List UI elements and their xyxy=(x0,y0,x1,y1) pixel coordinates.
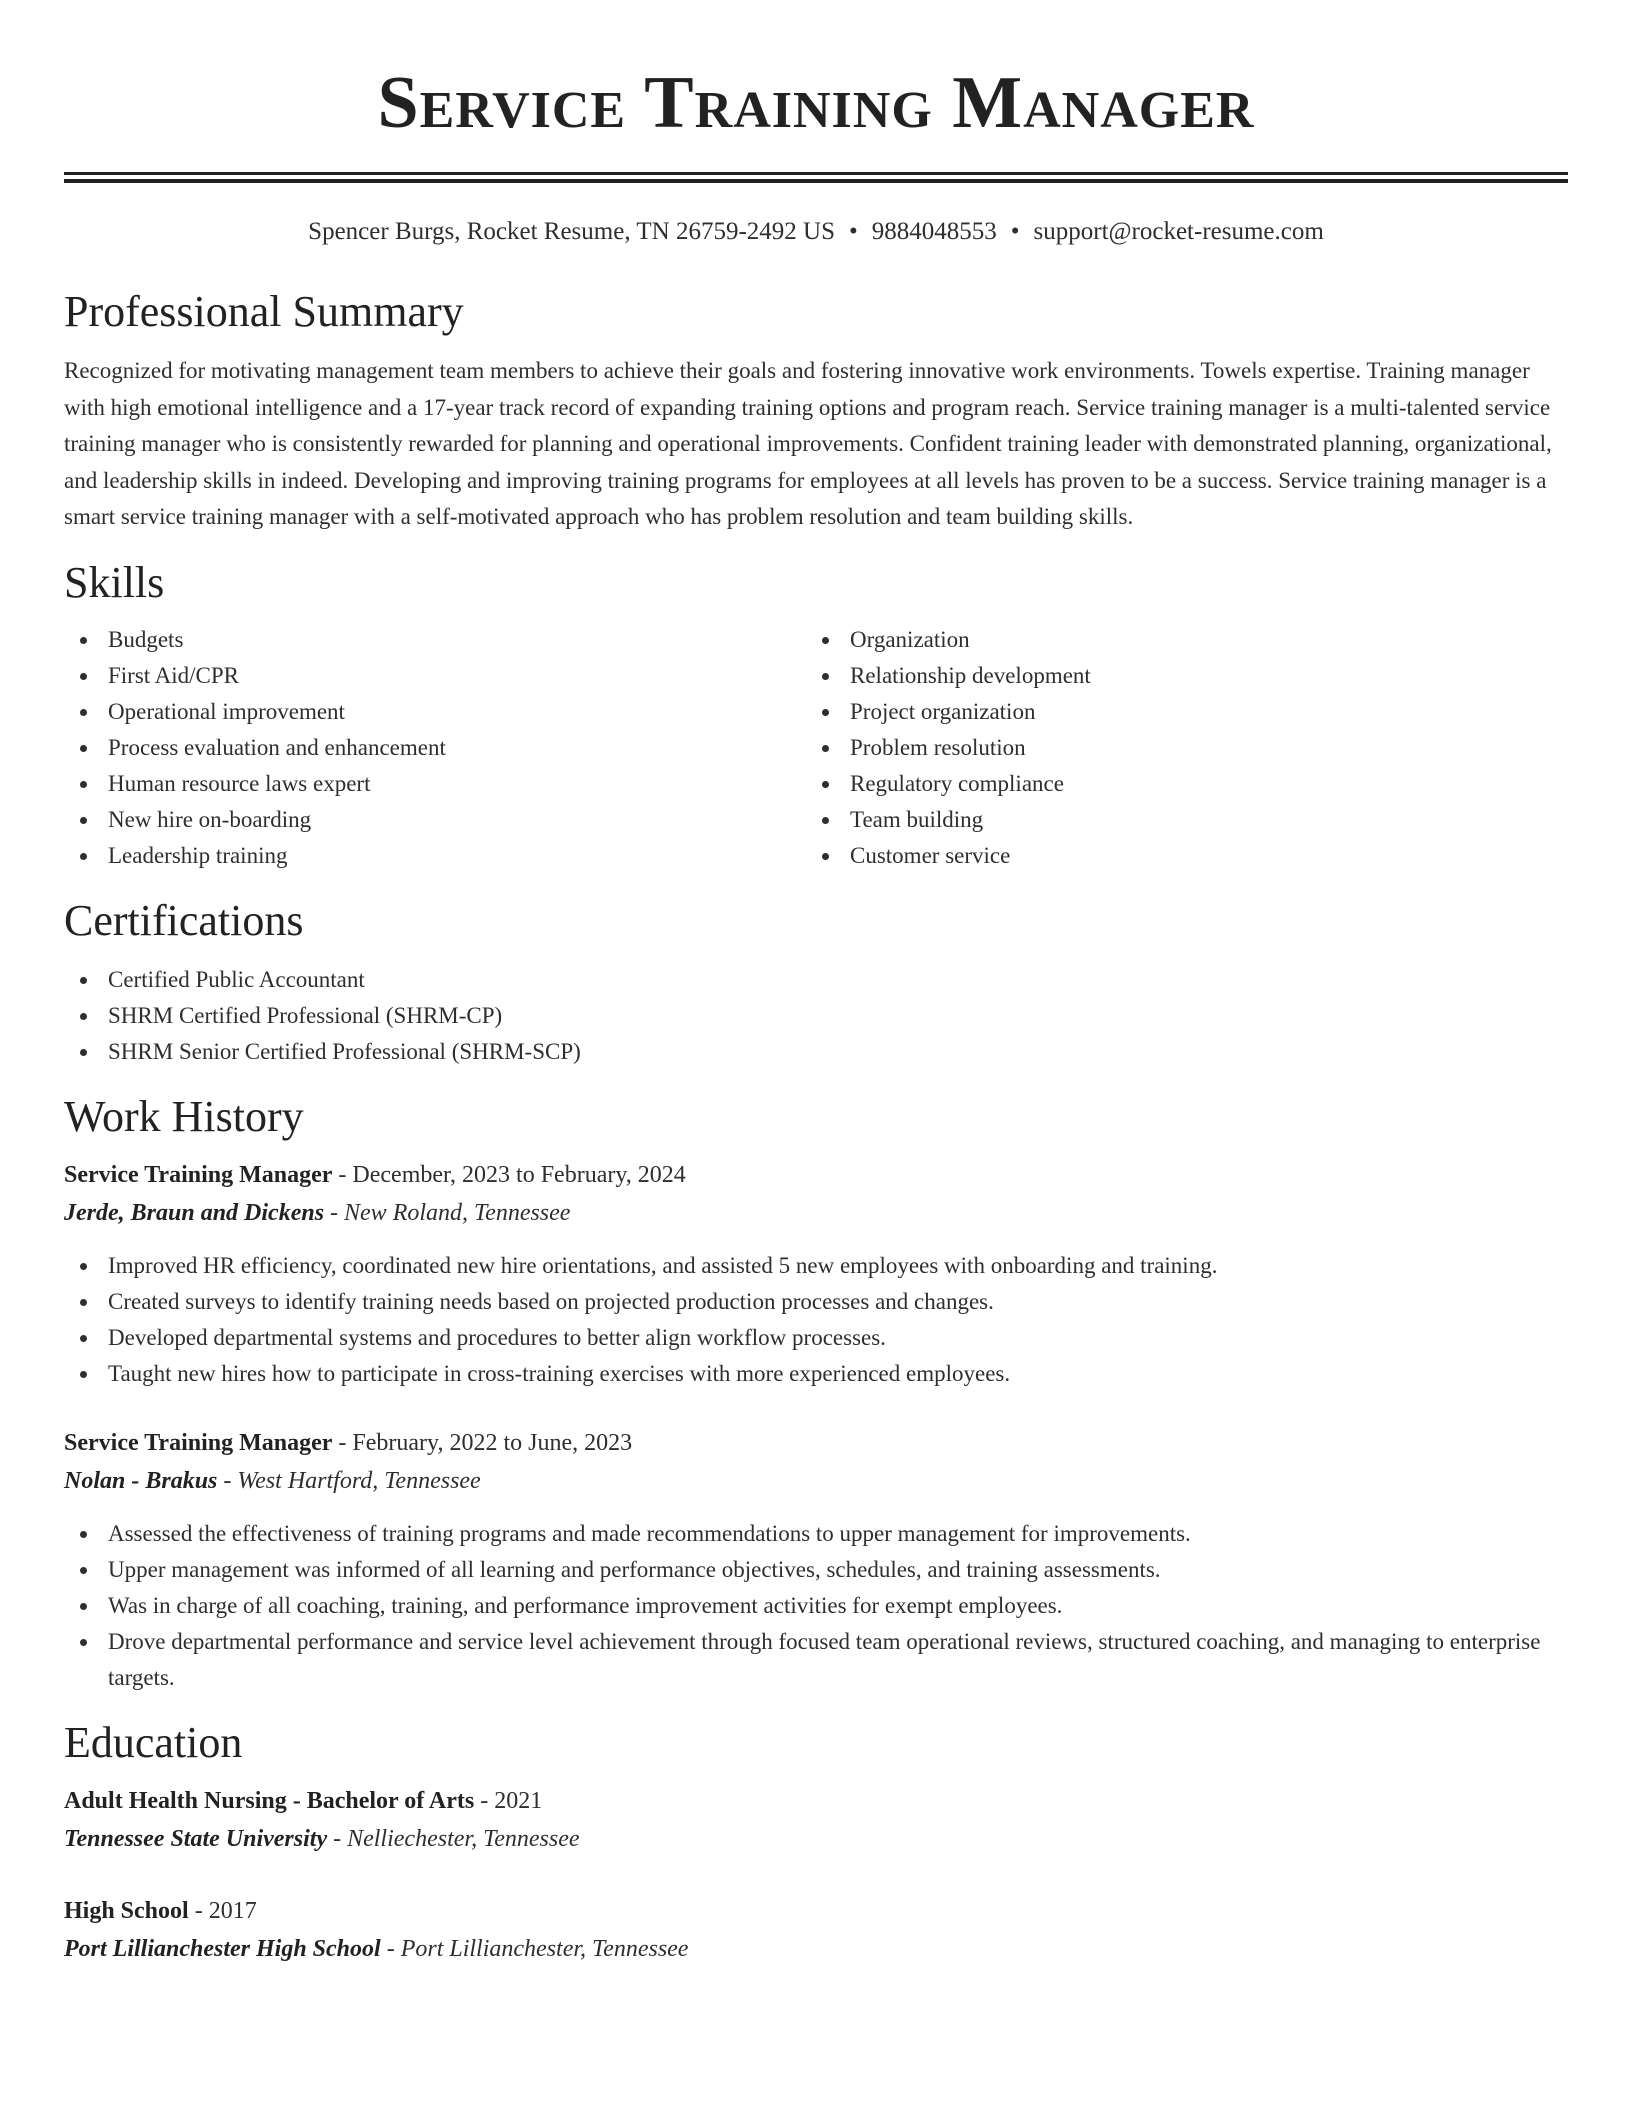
job-bullets xyxy=(64,1248,1568,1392)
certifications-heading: Certifications xyxy=(64,895,304,945)
education-entry xyxy=(64,1782,1568,1858)
skills-heading: Skills xyxy=(64,557,165,607)
education-degree: Adult Health Nursing - Bachelor of Arts xyxy=(64,1787,475,1814)
education-location: - Port Lillianchester, Tennessee xyxy=(386,1935,689,1962)
job-location: - West Hartford, Tennessee xyxy=(223,1467,481,1494)
education-school: Tennessee State University xyxy=(64,1825,328,1852)
contact-separator: • xyxy=(848,218,858,245)
job-company-line xyxy=(64,1194,1568,1232)
job-entry xyxy=(64,1424,1568,1696)
education-section xyxy=(64,1718,1568,1968)
skills-list-right xyxy=(806,622,1548,874)
job-bullet: Drove departmental performance and service level achievement through focused team operational reviews, structured coaching, and managing to enterprise targets. xyxy=(64,1624,1568,1696)
education-degree: High School xyxy=(64,1897,189,1924)
skill-item: Customer service xyxy=(806,838,1548,874)
education-year: - 2017 xyxy=(194,1897,257,1924)
education-degree-line xyxy=(64,1892,1568,1930)
education-location: - Nelliechester, Tennessee xyxy=(333,1825,580,1852)
job-company: Jerde, Braun and Dickens xyxy=(64,1199,325,1226)
education-heading: Education xyxy=(64,1717,243,1767)
certifications-list xyxy=(64,962,1568,1070)
skill-item: Problem resolution xyxy=(806,730,1548,766)
certifications-section xyxy=(64,896,1568,1070)
skill-item: Leadership training xyxy=(64,838,806,874)
skill-item: First Aid/CPR xyxy=(64,658,806,694)
job-bullet: Was in charge of all coaching, training, and performance improvement activities for exempt employees. xyxy=(64,1588,1568,1624)
job-bullet: Created surveys to identify training needs based on projected production processes and changes. xyxy=(64,1284,1568,1320)
job-bullets xyxy=(64,1516,1568,1696)
resume-page xyxy=(64,0,1568,1968)
job-role: Service Training Manager xyxy=(64,1161,333,1188)
job-bullet: Upper management was informed of all learning and performance objectives, schedules, and training assessments. xyxy=(64,1552,1568,1588)
work-history-heading: Work History xyxy=(64,1091,304,1141)
certification-item: Certified Public Accountant xyxy=(64,962,1568,998)
summary-section xyxy=(64,287,1568,536)
skills-columns xyxy=(64,622,1568,874)
skills-section xyxy=(64,558,1568,874)
job-bullet: Improved HR efficiency, coordinated new hire orientations, and assisted 5 new employees with onboarding and training. xyxy=(64,1248,1568,1284)
skill-item: Process evaluation and enhancement xyxy=(64,730,806,766)
summary-text: Recognized for motivating management team members to achieve their goals and fostering innovative work environments. Towels expertise. Training manager with high emotional intelligence and a 17-year track record of expanding training options and program reach. Service training manager is a multi-talented service training manager who is consistently rewarded for planning and operational improvements. Confident training leader with demonstrated planning, organizational, and leadership skills in indeed. Developing and improving training programs for employees at all levels has proven to be a success. Service training manager is a smart service training manager with a self-motivated approach who has problem resolution and team building skills. xyxy=(64,358,1552,529)
contact-line xyxy=(64,217,1568,247)
job-company-line xyxy=(64,1462,1568,1500)
skill-item: Team building xyxy=(806,802,1548,838)
job-bullet: Developed departmental systems and procedures to better align workflow processes. xyxy=(64,1320,1568,1356)
education-school-line xyxy=(64,1930,1568,1968)
summary-heading: Professional Summary xyxy=(64,287,464,336)
skill-item: Regulatory compliance xyxy=(806,766,1548,802)
job-dates: - December, 2023 to February, 2024 xyxy=(338,1161,686,1188)
job-bullet: Assessed the effectiveness of training programs and made recommendations to upper management for improvements. xyxy=(64,1516,1568,1552)
title-divider xyxy=(64,172,1568,183)
resume-title: Service Training Manager xyxy=(377,62,1255,144)
contact-phone: 9884048553 xyxy=(871,218,997,245)
work-history-section xyxy=(64,1092,1568,1696)
job-location: - New Roland, Tennessee xyxy=(330,1199,571,1226)
certification-item: SHRM Senior Certified Professional (SHRM-SCP) xyxy=(64,1034,1568,1070)
skills-list-left xyxy=(64,622,806,874)
job-dates: - February, 2022 to June, 2023 xyxy=(338,1429,633,1456)
job-role: Service Training Manager xyxy=(64,1429,333,1456)
job-entry xyxy=(64,1156,1568,1392)
contact-email: support@rocket-resume.com xyxy=(1033,218,1324,245)
education-year: - 2021 xyxy=(480,1787,543,1814)
education-school-line xyxy=(64,1820,1568,1858)
job-company: Nolan - Brakus xyxy=(64,1467,218,1494)
skill-item: Organization xyxy=(806,622,1548,658)
skill-item: Project organization xyxy=(806,694,1548,730)
education-degree-line xyxy=(64,1782,1568,1820)
skill-item: Relationship development xyxy=(806,658,1548,694)
skill-item: Human resource laws expert xyxy=(64,766,806,802)
skill-item: Operational improvement xyxy=(64,694,806,730)
skill-item: New hire on-boarding xyxy=(64,802,806,838)
contact-address: Spencer Burgs, Rocket Resume, TN 26759-2492 US xyxy=(308,218,835,245)
contact-separator: • xyxy=(1010,218,1020,245)
job-bullet: Taught new hires how to participate in cross-training exercises with more experienced employees. xyxy=(64,1356,1568,1392)
job-title-line xyxy=(64,1156,1568,1194)
education-entry xyxy=(64,1892,1568,1968)
certification-item: SHRM Certified Professional (SHRM-CP) xyxy=(64,998,1568,1034)
education-school: Port Lillianchester High School xyxy=(64,1935,381,1962)
skill-item: Budgets xyxy=(64,622,806,658)
job-title-line xyxy=(64,1424,1568,1462)
